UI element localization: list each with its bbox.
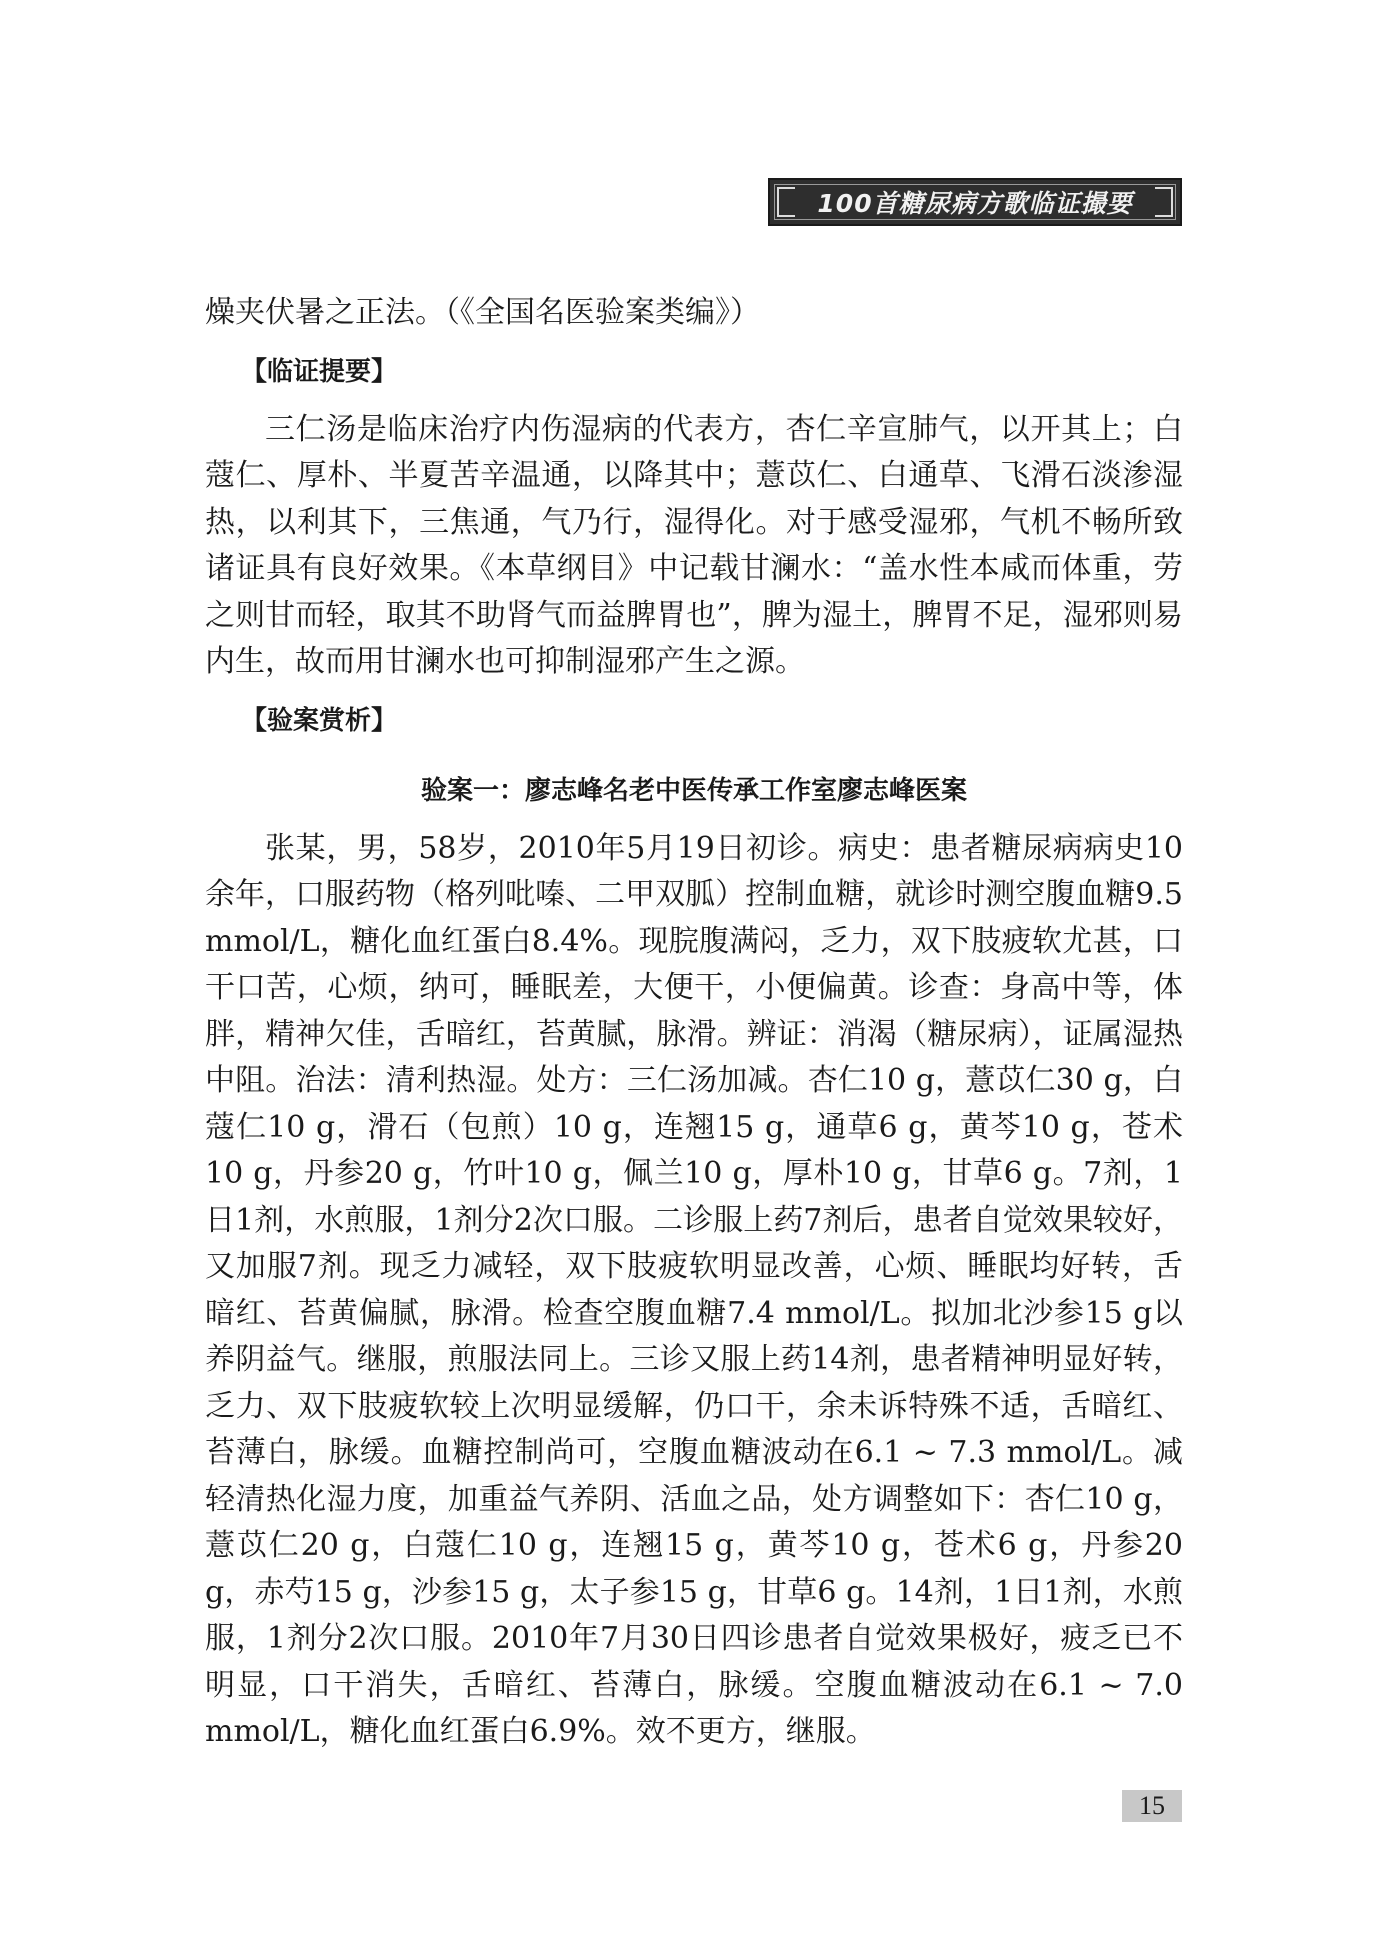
clinical-notes-paragraph: 三仁汤是临床治疗内伤湿病的代表方，杏仁辛宣肺气，以开其上；白蔻仁、厚朴、半夏苦辛温通，以降其中；薏苡仁、白通草、飞滑石淡渗湿热，以利其下，三焦通，气乃行，湿得化。对于感受湿邪，气机不畅所致诸证具有良好效果。《本草纲目》中记载甘澜水：“盖水性本咸而体重，劳之则甘而轻，取其不助肾气而益脾胃也”，脾为湿土，脾胃不足，湿邪则易内生，故而用甘澜水也可抑制湿邪产生之源。 [205,411,1183,679]
case-title: 验案一：廖志峰名老中医传承工作室廖志峰医案 [420,775,967,806]
section-heading-case-analysis: 【验案赏析】 [241,705,398,736]
opening-line: 燥夹伏暑之正法。（《全国名医验案类编》） [205,295,760,330]
case-paragraph: 张某，男，58岁，2010年5月19日初诊。病史：患者糖尿病病史10余年，口服药物（格列吡嗪、二甲双胍）控制血糖，就诊时测空腹血糖9.5 mmol/L，糖化血红蛋白8.4%。现脘腹满闷，乏力，双下肢疲软尤甚，口干口苦，心烦，纳可，睡眠差，大便干，小便偏黄。诊查：身高中等，体胖，精神欠佳，舌暗红，苔黄腻，脉滑。辨证：消渴（糖尿病），证属湿热中阻。治法：清利热湿。处方：三仁汤加减。杏仁10 g，薏苡仁30 g，白蔻仁10 g，滑石（包煎）10 g，连翘15 g，通草6 g，黄芩10 g，苍术10 g，丹参20 g，竹叶10 g，佩兰10 g，厚朴10 g，甘草6 g。7剂，1日1剂，水煎服，1剂分2次口服。二诊服上药7剂后，患者自觉效果较好，又加服7剂。现乏力减轻，双下肢疲软明显改善，心烦、睡眠均好转，舌暗红、苔黄偏腻，脉滑。检查空腹血糖7.4 mmol/L。拟加北沙参15 g以养阴益气。继服，煎服法同上。三诊又服上药14剂，患者精神明显好转，乏力、双下肢疲软较上次明显缓解，仍口干，余未诉特殊不适，舌暗红、苔薄白，脉缓。血糖控制尚可，空腹血糖波动在6.1 ~ 7.3 mmol/L。减轻清热化湿力度，加重益气养阴、活血之品，处方调整如下：杏仁10 g，薏苡仁20 g，白蔻仁10 g，连翘15 g，黄芩10 g，苍术6 g，丹参20 g，赤芍15 g，沙参15 g，太子参15 g，甘草6 g。14剂，1日1剂，水煎服，1剂分2次口服。2010年7月30日四诊患者自觉效果极好，疲乏已不明显，口干消失，舌暗红、苔薄白，脉缓。空腹血糖波动在6.1 ~ 7.0 mmol/L，糖化血红蛋白6.9%。效不更方，继服。 [205,830,1183,1749]
page-body [205,290,1183,1756]
running-header-banner [768,178,1182,226]
section-heading-clinical-notes: 【临证提要】 [241,356,398,387]
page-number: 15 [1122,1790,1182,1822]
running-header-title: 100首糖尿病方歌临证撮要 [817,189,1133,218]
corner-ornament [1155,199,1173,217]
corner-ornament [777,199,795,217]
